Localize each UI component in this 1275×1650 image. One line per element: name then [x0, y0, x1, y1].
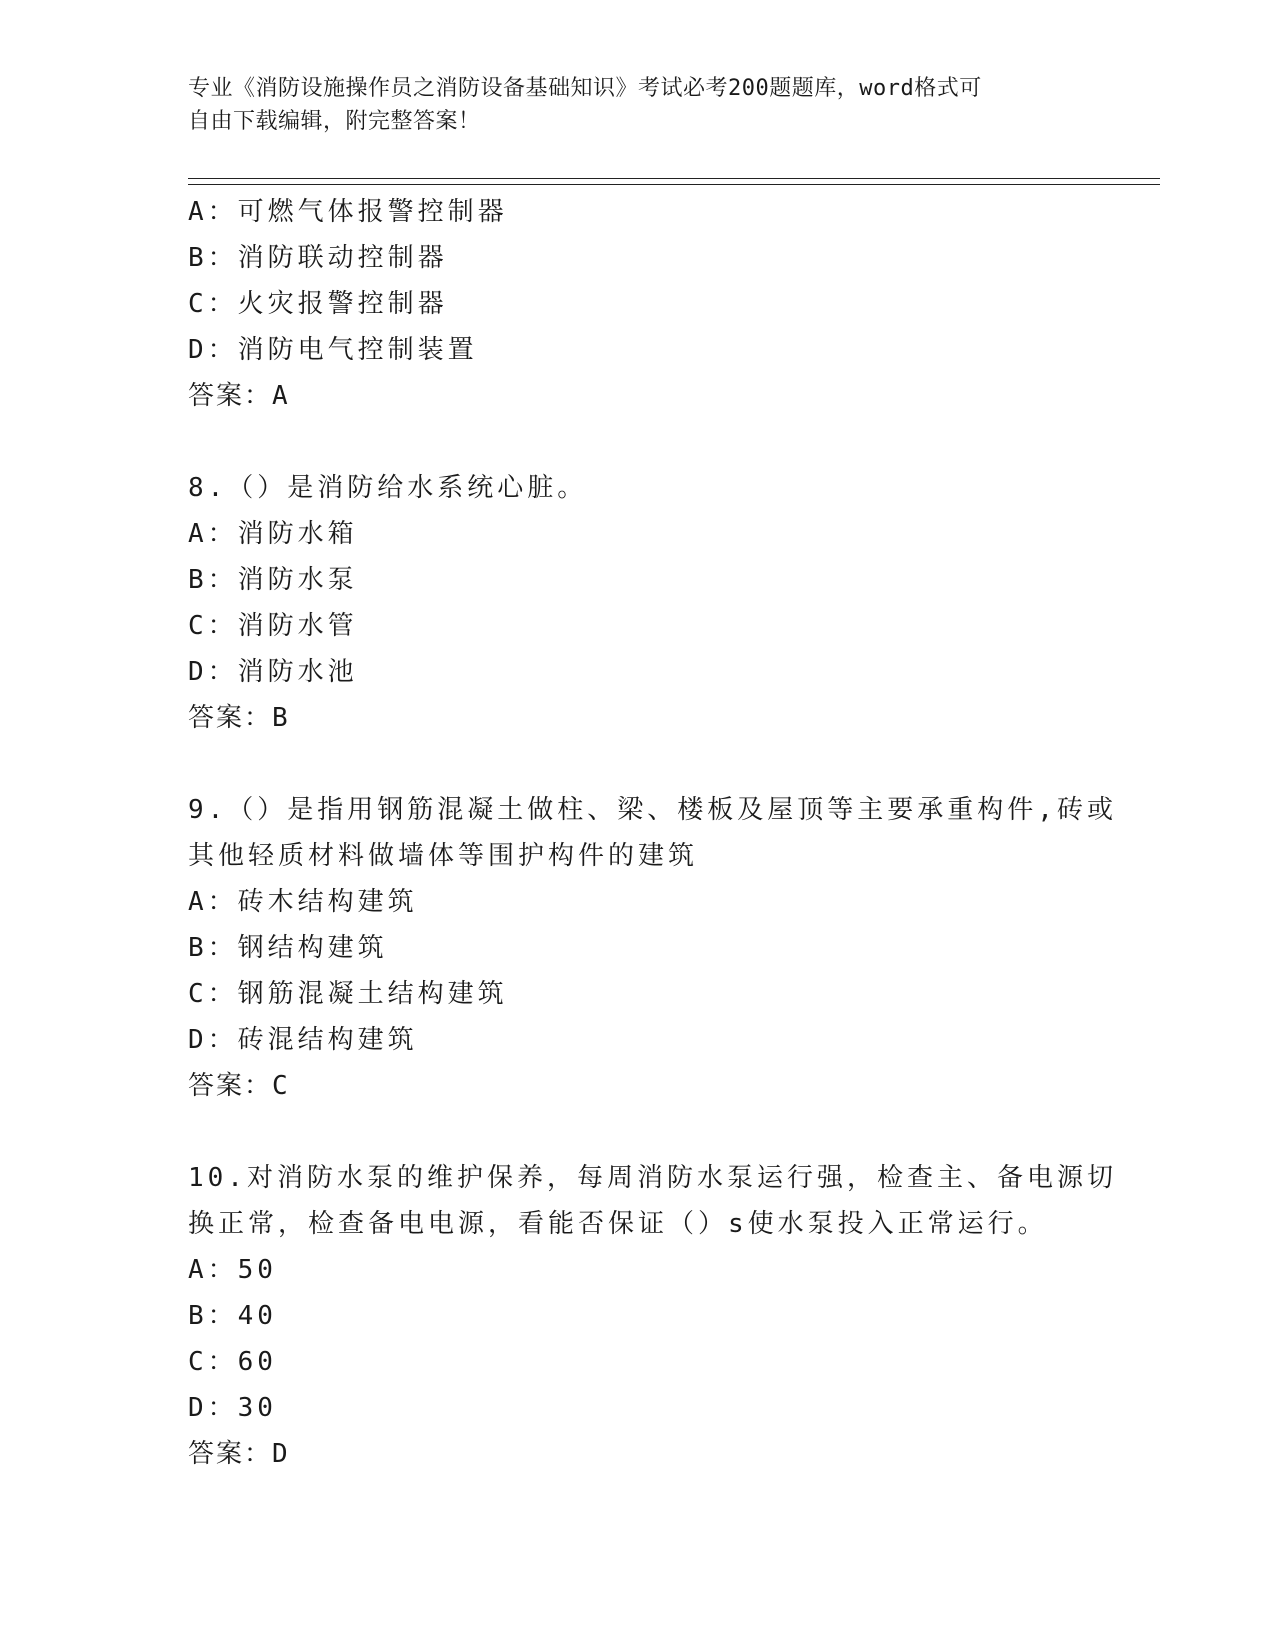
answer: 答案：C — [188, 1071, 290, 1101]
question-8 — [188, 465, 1088, 741]
question-stem-line-1: 10.对消防水泵的维护保养，每周消防水泵运行强，检查主、备电源切 — [188, 1163, 1117, 1193]
question-stem-line-1: 9.（）是指用钢筋混凝土做柱、梁、楼板及屋顶等主要承重构件,砖或 — [188, 795, 1117, 825]
option-c: C：60 — [188, 1347, 277, 1377]
header-divider-top — [188, 178, 1160, 179]
option-a: A：消防水箱 — [188, 519, 358, 549]
spacer — [188, 1109, 1088, 1155]
question-9 — [188, 787, 1117, 1109]
option-d: D：30 — [188, 1393, 277, 1423]
answer: 答案：B — [188, 703, 290, 733]
spacer — [188, 741, 1088, 787]
answer: 答案：A — [188, 381, 290, 411]
header-divider-bottom — [188, 184, 1160, 185]
answer: 答案：D — [188, 1439, 290, 1469]
option-a: A：砖木结构建筑 — [188, 887, 418, 917]
spacer — [188, 419, 1088, 465]
question-stem: 8.（）是消防给水系统心脏。 — [188, 473, 588, 503]
option-b: B：钢结构建筑 — [188, 933, 388, 963]
option-b: B：消防联动控制器 — [188, 243, 448, 273]
option-d: D：砖混结构建筑 — [188, 1025, 418, 1055]
option-d: D：消防电气控制装置 — [188, 335, 478, 365]
option-b: B：消防水泵 — [188, 565, 358, 595]
option-a: A：可燃气体报警控制器 — [188, 197, 508, 227]
option-c: C：钢筋混凝土结构建筑 — [188, 979, 508, 1009]
option-d: D：消防水池 — [188, 657, 358, 687]
document-header — [188, 72, 1088, 138]
question-list — [188, 189, 1117, 1477]
question-7 — [188, 189, 1088, 419]
question-stem-line-2: 其他轻质材料做墙体等围护构件的建筑 — [188, 841, 699, 871]
option-c: C：消防水管 — [188, 611, 358, 641]
header-line-2: 自由下载编辑，附完整答案！ — [188, 109, 481, 134]
question-stem-line-2: 换正常，检查备电电源，看能否保证（）s使水泵投入正常运行。 — [188, 1209, 1048, 1239]
option-b: B：40 — [188, 1301, 277, 1331]
question-10 — [188, 1155, 1117, 1477]
header-line-1: 专业《消防设施操作员之消防设备基础知识》考试必考200题题库，word格式可 — [188, 76, 982, 101]
option-c: C：火灾报警控制器 — [188, 289, 448, 319]
option-a: A：50 — [188, 1255, 277, 1285]
